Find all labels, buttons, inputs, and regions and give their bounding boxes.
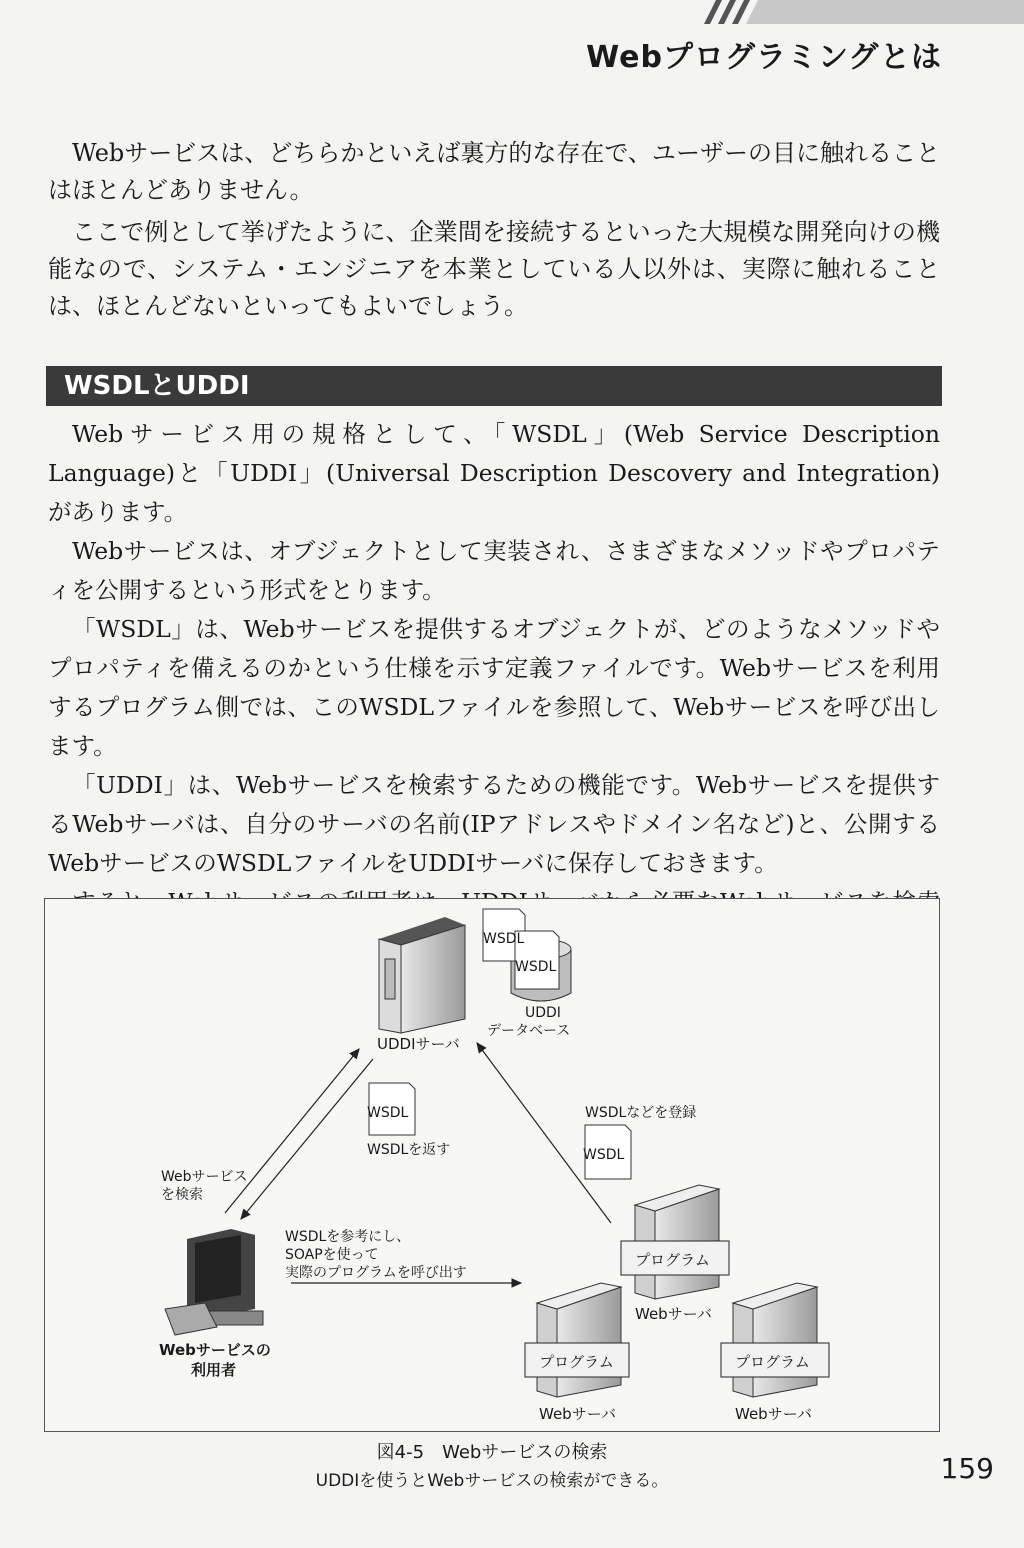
web-server-label: Webサーバ: [635, 1305, 712, 1323]
search-label: を検索: [161, 1187, 203, 1203]
uddi-db-label: UDDI: [525, 1005, 561, 1021]
web-server-icon: [621, 1185, 729, 1299]
wsdl-doc-label: WSDL: [515, 959, 557, 975]
call-label: WSDLを参考にし、: [285, 1229, 411, 1245]
search-arrow: [225, 1049, 359, 1213]
figure-uddi-search: [44, 898, 940, 1432]
section-heading: WSDLとUDDI: [46, 366, 942, 406]
page-number: 159: [940, 1452, 994, 1485]
wsdl-doc-label: WSDL: [367, 1105, 409, 1121]
web-server-label: Webサーバ: [735, 1405, 812, 1423]
page-header-title: Webプログラミングとは: [586, 40, 942, 75]
call-label: SOAPを使って: [285, 1247, 379, 1263]
uddi-db-label: データベース: [487, 1023, 571, 1039]
figure-caption-title: 図4-5 Webサービスの検索: [376, 1442, 608, 1463]
call-label: 実際のプログラムを呼び出す: [285, 1265, 467, 1281]
register-label: WSDLなどを登録: [585, 1105, 697, 1121]
figure-diagram: [45, 899, 941, 1433]
section-paragraph: 「WSDL」は、Webサービスを提供するオブジェクトが、どのようなメソッドやプロパティを備えるのかという仕様を示す定義ファイルです。Webサービスを利用するプログラム側では、このWSDLファイルを参照して、Webサービスを呼び出します。: [48, 615, 940, 760]
program-label: プログラム: [735, 1353, 810, 1371]
web-server-label: Webサーバ: [539, 1405, 616, 1423]
return-arrow: [241, 1059, 373, 1219]
section-paragraph: Webサービスは、オブジェクトとして実装され、さまざまなメソッドやプロパティを公開するという形式をとります。: [48, 537, 940, 604]
figure-caption-subtitle: UDDIを使うとWebサービスの検索ができる。: [315, 1471, 669, 1491]
web-server-icon: [525, 1283, 629, 1397]
user-label: 利用者: [191, 1361, 237, 1379]
section-paragraph: 「UDDI」は、Webサービスを検索するための機能です。Webサービスを提供するWebサーバは、自分のサーバの名前(IPアドレスやドメイン名など)と、公開するWebサービスのWSDLファイルをUDDIサーバに保存しておきます。: [48, 771, 940, 877]
search-label: Webサービス: [161, 1169, 248, 1185]
web-server-icon: [721, 1283, 829, 1397]
uddi-database-icon: [483, 909, 571, 1001]
uddi-server-label: UDDIサーバ: [377, 1035, 460, 1053]
wsdl-doc-label: WSDL: [483, 931, 525, 947]
paragraph-2: ここで例として挙げたように、企業間を接続するといった大規模な開発向けの機能なので、システム・エンジニアを本業としている人以外は、実際に触れることは、ほとんどないといってもよいでしょう。: [48, 218, 940, 320]
return-label: WSDLを返す: [367, 1142, 451, 1158]
section-paragraph: Webサービス用の規格として、「WSDL」(Web Service Description Language)と「UDDI」(Universal Description Descovery and Integration) があります。: [48, 420, 940, 526]
uddi-server-icon: [379, 917, 465, 1033]
paragraph-1: Webサービスは、どちらかといえば裏方的な存在で、ユーザーの目に触れることはほとんどありません。: [48, 139, 940, 204]
header-decoration: [684, 0, 1024, 24]
program-label: プログラム: [539, 1353, 614, 1371]
wsdl-doc-label: WSDL: [583, 1147, 625, 1163]
user-computer-icon: [165, 1229, 263, 1335]
section-body: [48, 415, 940, 961]
program-label: プログラム: [635, 1251, 710, 1269]
user-label: Webサービスの: [159, 1341, 271, 1359]
